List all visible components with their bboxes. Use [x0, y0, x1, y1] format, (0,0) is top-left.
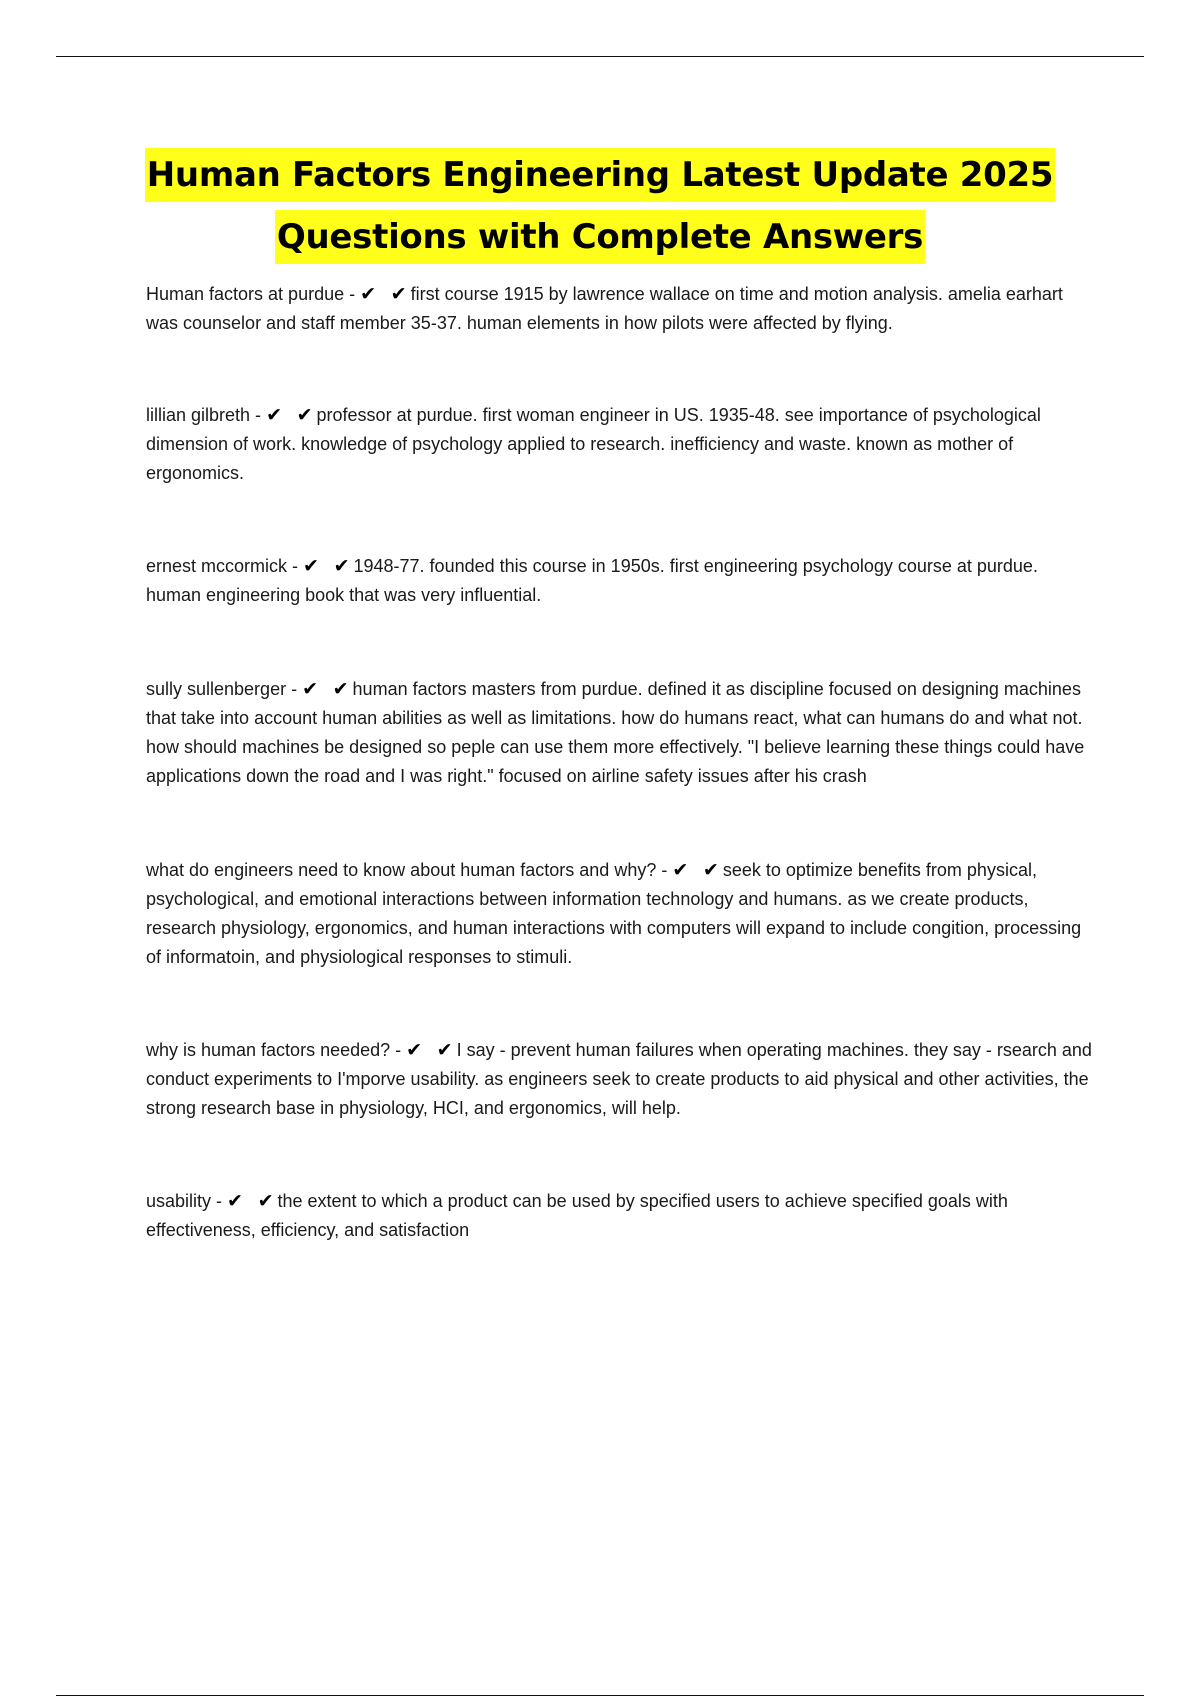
- document-title: [0, 148, 1200, 264]
- check-icon: ✔ ✔: [303, 555, 354, 577]
- title-line-1: Human Factors Engineering Latest Update 2025: [145, 148, 1055, 202]
- qa-item: [146, 1036, 1096, 1123]
- check-icon: ✔ ✔: [266, 404, 317, 426]
- bottom-rule: [56, 1695, 1144, 1696]
- qa-answer: human factors masters from purdue. defined it as discipline focused on designing machines that take into account human abilities as well as limitations. how do humans react, what can humans do and what not. how should machines be designed so peple can use them more effectively. "I believe learning these things could have applications down the road and I was right." focused on airline safety issues after his crash: [146, 679, 1085, 786]
- check-icon: ✔ ✔: [360, 283, 411, 305]
- qa-term: lillian gilbreth -: [146, 405, 267, 425]
- qa-term: ernest mccormick -: [146, 556, 304, 576]
- qa-item: [146, 856, 1096, 972]
- qa-answer: first course 1915 by lawrence wallace on time and motion analysis. amelia earhart was counselor and staff member 35-37. human elements in how pilots were affected by flying.: [146, 284, 1063, 333]
- qa-term: sully sullenberger -: [146, 679, 303, 699]
- qa-answer: professor at purdue. first woman engineer in US. 1935-48. see importance of psychological dimension of work. knowledge of psychology applied to research. inefficiency and waste. known as mother of ergonomics.: [146, 405, 1041, 483]
- title-line-2: Questions with Complete Answers: [275, 210, 925, 264]
- qa-answer: seek to optimize benefits from physical, psychological, and emotional interactions between information technology and humans. as we create products, research physiology, ergonomics, and human interactions with computers will expand to include congition, processing of informatoin, and physiological responses to stimuli.: [146, 860, 1082, 967]
- qa-term: what do engineers need to know about human factors and why? -: [146, 860, 673, 880]
- check-icon: ✔ ✔: [672, 859, 723, 881]
- qa-item: [146, 552, 1096, 610]
- qa-item: [146, 1187, 1096, 1245]
- qa-item: [146, 280, 1096, 338]
- qa-answer: 1948-77. founded this course in 1950s. first engineering psychology course at purdue. human engineering book that was very influential.: [146, 556, 1038, 605]
- qa-item: [146, 675, 1096, 791]
- top-rule: [56, 56, 1144, 57]
- qa-term: usability -: [146, 1191, 228, 1211]
- qa-term: why is human factors needed? -: [146, 1040, 407, 1060]
- qa-term: Human factors at purdue -: [146, 284, 361, 304]
- check-icon: ✔ ✔: [302, 678, 353, 700]
- qa-answer: I say - prevent human failures when operating machines. they say - rsearch and conduct experiments to I'mporve usability. as engineers seek to create products to aid physical and other activities, the strong research base in physiology, HCI, and ergonomics, will help.: [146, 1040, 1092, 1118]
- qa-answer: the extent to which a product can be used by specified users to achieve specified goals with effectiveness, efficiency, and satisfaction: [146, 1191, 1008, 1240]
- check-icon: ✔ ✔: [406, 1039, 457, 1061]
- qa-list: [146, 280, 1096, 1245]
- qa-item: [146, 401, 1096, 488]
- check-icon: ✔ ✔: [227, 1190, 278, 1212]
